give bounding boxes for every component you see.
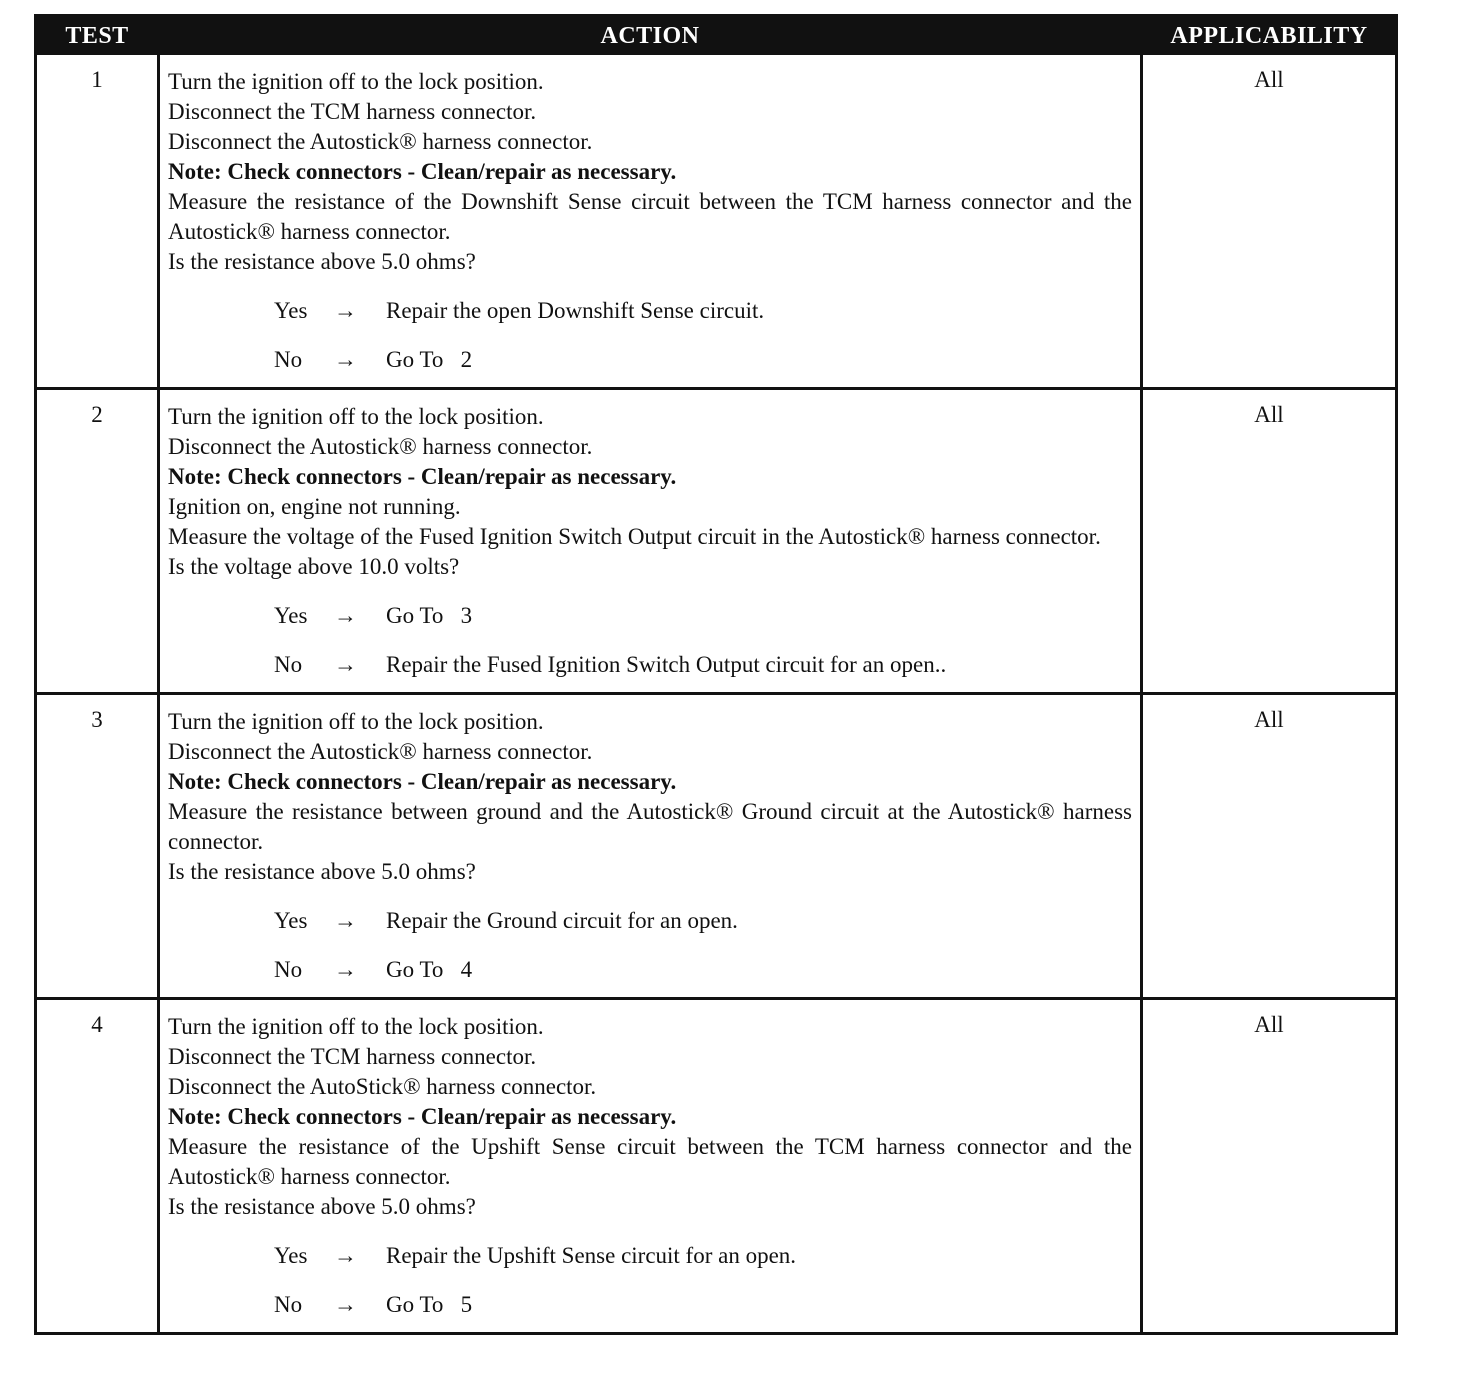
action-line: Disconnect the TCM harness connector. bbox=[168, 99, 537, 124]
no-label: No bbox=[274, 347, 303, 372]
applicability-cell: All bbox=[1254, 1012, 1284, 1037]
yes-result: Repair the open Downshift Sense circuit. bbox=[386, 298, 765, 323]
action-cell bbox=[157, 55, 1143, 387]
diagnostic-test-table bbox=[34, 14, 1398, 1335]
yes-branch bbox=[168, 1241, 1132, 1271]
test-number: 2 bbox=[91, 402, 103, 427]
action-cell bbox=[157, 695, 1143, 997]
action-cell bbox=[157, 1000, 1143, 1332]
arrow-icon: → bbox=[334, 603, 357, 628]
no-branch bbox=[168, 345, 1132, 375]
no-label: No bbox=[274, 652, 303, 677]
action-line: Ignition on, engine not running. bbox=[168, 494, 461, 519]
action-line: Turn the ignition off to the lock position. bbox=[168, 69, 544, 94]
table-row bbox=[37, 55, 1395, 387]
action-line: Disconnect the Autostick® harness connector. bbox=[168, 739, 593, 764]
no-result: Go To 5 bbox=[386, 1292, 473, 1317]
action-line: Measure the resistance of the Downshift Sense circuit between the TCM harness connector and the Autostick® harness connector. bbox=[168, 189, 1132, 244]
arrow-icon: → bbox=[334, 298, 357, 323]
action-line: Measure the resistance of the Upshift Sense circuit between the TCM harness connector and the Autostick® harness connector. bbox=[168, 1134, 1132, 1189]
arrow-icon: → bbox=[334, 1243, 357, 1268]
header-test: TEST bbox=[65, 22, 129, 49]
action-line: Turn the ignition off to the lock position. bbox=[168, 709, 544, 734]
test-number: 1 bbox=[91, 67, 103, 92]
yes-result: Go To 3 bbox=[386, 603, 473, 628]
yes-result: Repair the Ground circuit for an open. bbox=[386, 908, 738, 933]
action-line: Measure the voltage of the Fused Ignition Switch Output circuit in the Autostick® harness connector. bbox=[168, 524, 1101, 549]
action-line: Disconnect the AutoStick® harness connector. bbox=[168, 1074, 597, 1099]
table-row bbox=[37, 692, 1395, 997]
yes-label: Yes bbox=[274, 603, 308, 628]
note-line: Note: Check connectors - Clean/repair as necessary. bbox=[168, 464, 677, 489]
yes-label: Yes bbox=[274, 908, 308, 933]
note-line: Note: Check connectors - Clean/repair as necessary. bbox=[168, 769, 677, 794]
no-label: No bbox=[274, 957, 303, 982]
no-branch bbox=[168, 955, 1132, 985]
no-result: Repair the Fused Ignition Switch Output circuit for an open.. bbox=[386, 652, 947, 677]
action-line: Measure the resistance between ground and the Autostick® Ground circuit at the Autostick® harness connector. bbox=[168, 799, 1132, 854]
action-line: Disconnect the Autostick® harness connector. bbox=[168, 129, 593, 154]
no-branch bbox=[168, 1290, 1132, 1320]
applicability-cell: All bbox=[1254, 707, 1284, 732]
note-line: Note: Check connectors - Clean/repair as necessary. bbox=[168, 1104, 677, 1129]
action-line: Disconnect the TCM harness connector. bbox=[168, 1044, 537, 1069]
table-body bbox=[37, 55, 1395, 1332]
test-number: 4 bbox=[91, 1012, 103, 1037]
action-line: Is the resistance above 5.0 ohms? bbox=[168, 859, 476, 884]
yes-branch bbox=[168, 601, 1132, 631]
no-branch bbox=[168, 650, 1132, 680]
note-line: Note: Check connectors - Clean/repair as necessary. bbox=[168, 159, 677, 184]
test-number: 3 bbox=[91, 707, 103, 732]
action-line: Disconnect the Autostick® harness connector. bbox=[168, 434, 593, 459]
yes-result: Repair the Upshift Sense circuit for an open. bbox=[386, 1243, 797, 1268]
header-action: ACTION bbox=[600, 22, 700, 49]
action-line: Is the resistance above 5.0 ohms? bbox=[168, 249, 476, 274]
table-row bbox=[37, 387, 1395, 692]
yes-branch bbox=[168, 906, 1132, 936]
arrow-icon: → bbox=[334, 957, 357, 982]
table-row bbox=[37, 997, 1395, 1332]
table-header bbox=[37, 17, 1395, 55]
yes-label: Yes bbox=[274, 1243, 308, 1268]
header-applicability: APPLICABILITY bbox=[1170, 22, 1368, 49]
arrow-icon: → bbox=[334, 908, 357, 933]
yes-branch bbox=[168, 296, 1132, 326]
no-result: Go To 2 bbox=[386, 347, 473, 372]
arrow-icon: → bbox=[334, 1292, 357, 1317]
no-result: Go To 4 bbox=[386, 957, 473, 982]
action-line: Is the resistance above 5.0 ohms? bbox=[168, 1194, 476, 1219]
arrow-icon: → bbox=[334, 347, 357, 372]
action-line: Is the voltage above 10.0 volts? bbox=[168, 554, 460, 579]
action-line: Turn the ignition off to the lock position. bbox=[168, 1014, 544, 1039]
arrow-icon: → bbox=[334, 652, 357, 677]
applicability-cell: All bbox=[1254, 402, 1284, 427]
action-line: Turn the ignition off to the lock position. bbox=[168, 404, 544, 429]
action-cell bbox=[157, 390, 1143, 692]
yes-label: Yes bbox=[274, 298, 308, 323]
applicability-cell: All bbox=[1254, 67, 1284, 92]
no-label: No bbox=[274, 1292, 303, 1317]
